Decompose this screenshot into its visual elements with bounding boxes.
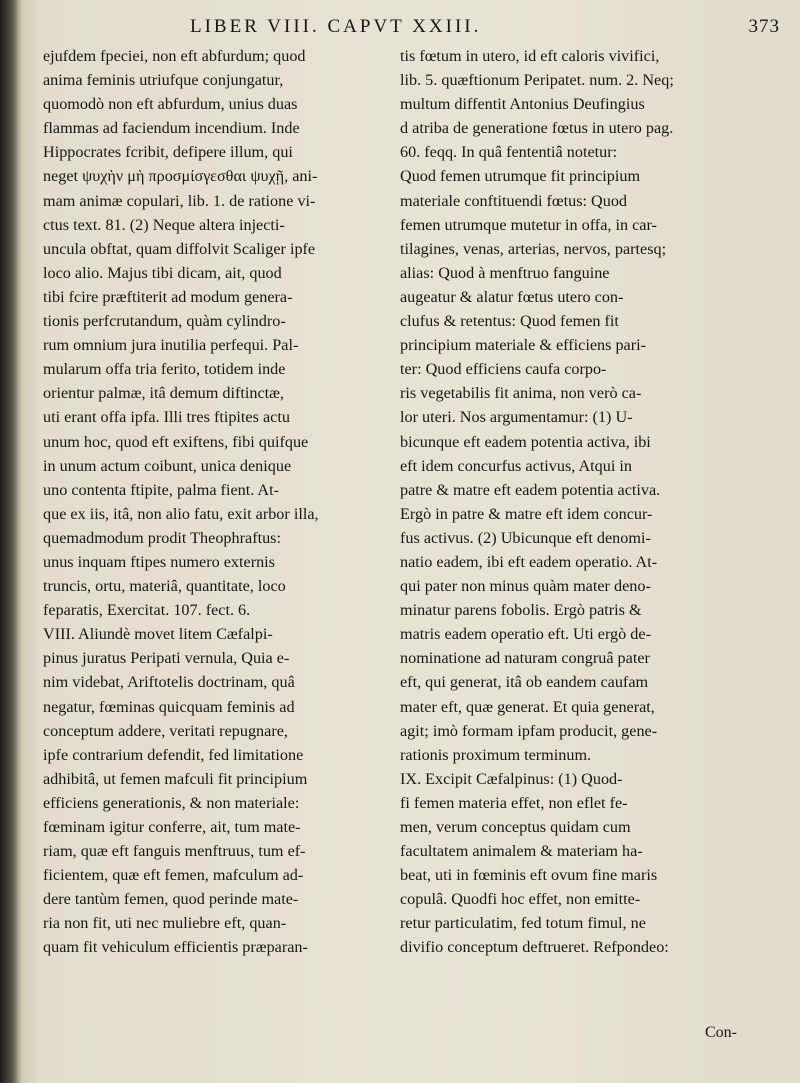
text-line: fus activus. (2) Ubicunque eft denomi- (400, 528, 651, 547)
text-line: dere tantùm femen, quod perinde mate- (43, 890, 299, 909)
text-line: multum diffentit Antonius Deufingius (400, 95, 645, 114)
text-line: negatur, fœminas quicquam feminis ad (43, 697, 295, 716)
text-line: 60. feqq. In quâ fententiâ notetur: (400, 143, 618, 162)
text-line: quam fit vehiculum efficientis præparan- (43, 938, 308, 957)
catchword: Con- (705, 1024, 737, 1041)
text-line: ctus text. 81. (2) Neque altera injecti- (43, 215, 285, 234)
text-line: eft idem concurfus activus, Atqui in (400, 456, 632, 475)
left-text-column (43, 44, 388, 1054)
text-line: VIII. Aliundè movet litem Cæfalpi- (43, 625, 273, 644)
text-line: alias: Quod à menftruo fanguine (400, 263, 610, 282)
text-line: retur particulatim, fed totum fimul, ne (400, 914, 646, 933)
text-line: men, verum conceptus quidam cum (400, 818, 631, 836)
text-line: uti erant offa ipfa. Illi tres ftipites actu (43, 408, 290, 427)
text-line: efficiens generationis, & non materiale: (43, 793, 300, 812)
text-line: fi femen materia effet, non eflet fe- (400, 793, 628, 812)
text-line: mam animæ copulari, lib. 1. de ratione vi- (43, 191, 316, 210)
text-line: facultatem animalem & materiam ha- (400, 842, 643, 861)
text-line: conceptum addere, veritati repugnare, (43, 721, 288, 740)
text-line: lib. 5. quæftionum Peripatet. num. 2. Neq; (400, 71, 674, 90)
text-line: riam, quæ eft fanguis menftruus, tum ef- (43, 842, 306, 861)
text-line: augeatur & alatur fœtus utero con- (400, 287, 624, 306)
text-line: loco alio. Majus tibi dicam, ait, quod (43, 263, 282, 282)
text-line: flammas ad faciendum incendium. Inde (43, 119, 300, 138)
text-line: uno contenta ftipite, palma fient. At- (43, 480, 279, 499)
text-line: tilagines, venas, arterias, nervos, partesq; (400, 239, 667, 258)
text-line: divifio conceptum deftrueret. Refpondeo: (400, 938, 669, 957)
text-line: IX. Excipit Cæfalpinus: (1) Quod- (400, 769, 623, 788)
text-line: nim videbat, Ariftotelis doctrinam, quâ (43, 673, 295, 692)
text-line: rum omnium jura inutilia perfequi. Pal- (43, 336, 299, 355)
text-line: adhibitâ, ut femen mafculi fit principium (43, 769, 308, 788)
text-line: lor uteri. Nos argumentamur: (1) U- (400, 408, 633, 427)
right-text-column (400, 44, 755, 1054)
text-line: patre & matre eft eadem potentia activa. (400, 480, 661, 499)
text-line: ejufdem fpeciei, non eft abfurdum; quod (43, 47, 306, 65)
text-line: agit; imò formam ipfam producit, gene- (400, 721, 658, 740)
text-line: tibi fcire præftiterit ad modum genera- (43, 287, 293, 306)
text-line: quomodò non eft abfurdum, unius duas (43, 95, 298, 114)
text-line: quemadmodum prodit Theophraftus: (43, 528, 281, 547)
text-line: materiale conftituendi fœtus: Quod (400, 191, 628, 210)
text-line: pinus juratus Peripati vernula, Quia e- (43, 649, 290, 668)
text-line: clufus & retentus: Quod femen fit (400, 312, 619, 331)
text-line: mularum offa tria ferito, totidem inde (43, 360, 286, 379)
page-header (190, 16, 780, 44)
text-line: unus inquam ftipes numero externis (43, 552, 275, 571)
text-line: minatur parens fobolis. Ergò patris & (400, 601, 642, 620)
text-line: neget ψυχὴν μὴ προσμίσγεσθαι ψυχῇ, ani- (43, 167, 318, 186)
text-line: ris vegetabilis fit anima, non verò ca- (400, 384, 642, 403)
text-line: ipfe contrarium defendit, fed limitatione (43, 745, 304, 764)
text-line: tis fœtum in utero, id eft caloris vivifici, (400, 47, 660, 65)
text-line: principium materiale & efficiens pari- (400, 336, 647, 355)
text-line: qui pater non minus quàm mater deno- (400, 577, 651, 596)
text-line: natio eadem, ibi eft eadem operatio. At- (400, 552, 658, 571)
text-line: truncis, ortu, materiâ, quantitate, loco (43, 577, 286, 596)
text-line: matris eadem operatio eft. Uti ergò de- (400, 625, 651, 644)
text-line: ficientem, quæ eft femen, mafculum ad- (43, 866, 304, 885)
binding-gutter-shadow (0, 0, 22, 1083)
text-line: d atriba de generatione fœtus in utero pag. (400, 119, 674, 138)
text-line: mater eft, quæ generat. Et quia generat, (400, 697, 655, 716)
text-line: uncula obftat, quam diffolvit Scaliger ipfe (43, 239, 316, 258)
text-line: Quod femen utrumque fit principium (400, 167, 641, 186)
text-line: feparatis, Exercitat. 107. fect. 6. (43, 601, 251, 620)
text-line: unum hoc, quod eft exiftens, fibi quifque (43, 432, 309, 451)
page-number: 373 (748, 16, 780, 37)
text-line: in unum actum coibunt, unica denique (43, 456, 292, 475)
text-line: ter: Quod efficiens caufa corpo- (400, 360, 607, 379)
text-line: rationis proximum terminum. (400, 745, 592, 764)
text-line: bicunque eft eadem potentia activa, ibi (400, 432, 651, 451)
running-title: LIBER VIII. CAPVT XXIII. (190, 16, 482, 37)
text-line: nominatione ad naturam congruâ pater (400, 649, 650, 668)
text-line: tionis perfcrutandum, quàm cylindro- (43, 312, 286, 331)
text-line: que ex iis, itâ, non alio fatu, exit arbor illa, (43, 504, 319, 523)
text-line: Ergò in patre & matre eft idem concur- (400, 504, 653, 523)
text-line: beat, uti in fœminis eft ovum fine maris (400, 866, 658, 885)
text-line: anima feminis utriufque conjungatur, (43, 71, 284, 90)
text-line: copulâ. Quodfi hoc effet, non emitte- (400, 890, 641, 909)
text-line: eft, qui generat, itâ ob eandem caufam (400, 673, 649, 692)
text-line: fœminam igitur conferre, ait, tum mate- (43, 818, 301, 836)
text-line: orientur palmæ, itâ demum diftinctæ, (43, 384, 284, 403)
text-line: ria non fit, uti nec muliebre eft, quan- (43, 914, 287, 933)
text-line: Hippocrates fcribit, defipere illum, qui (43, 143, 293, 162)
text-line: femen utrumque mutetur in offa, in car- (400, 215, 657, 234)
